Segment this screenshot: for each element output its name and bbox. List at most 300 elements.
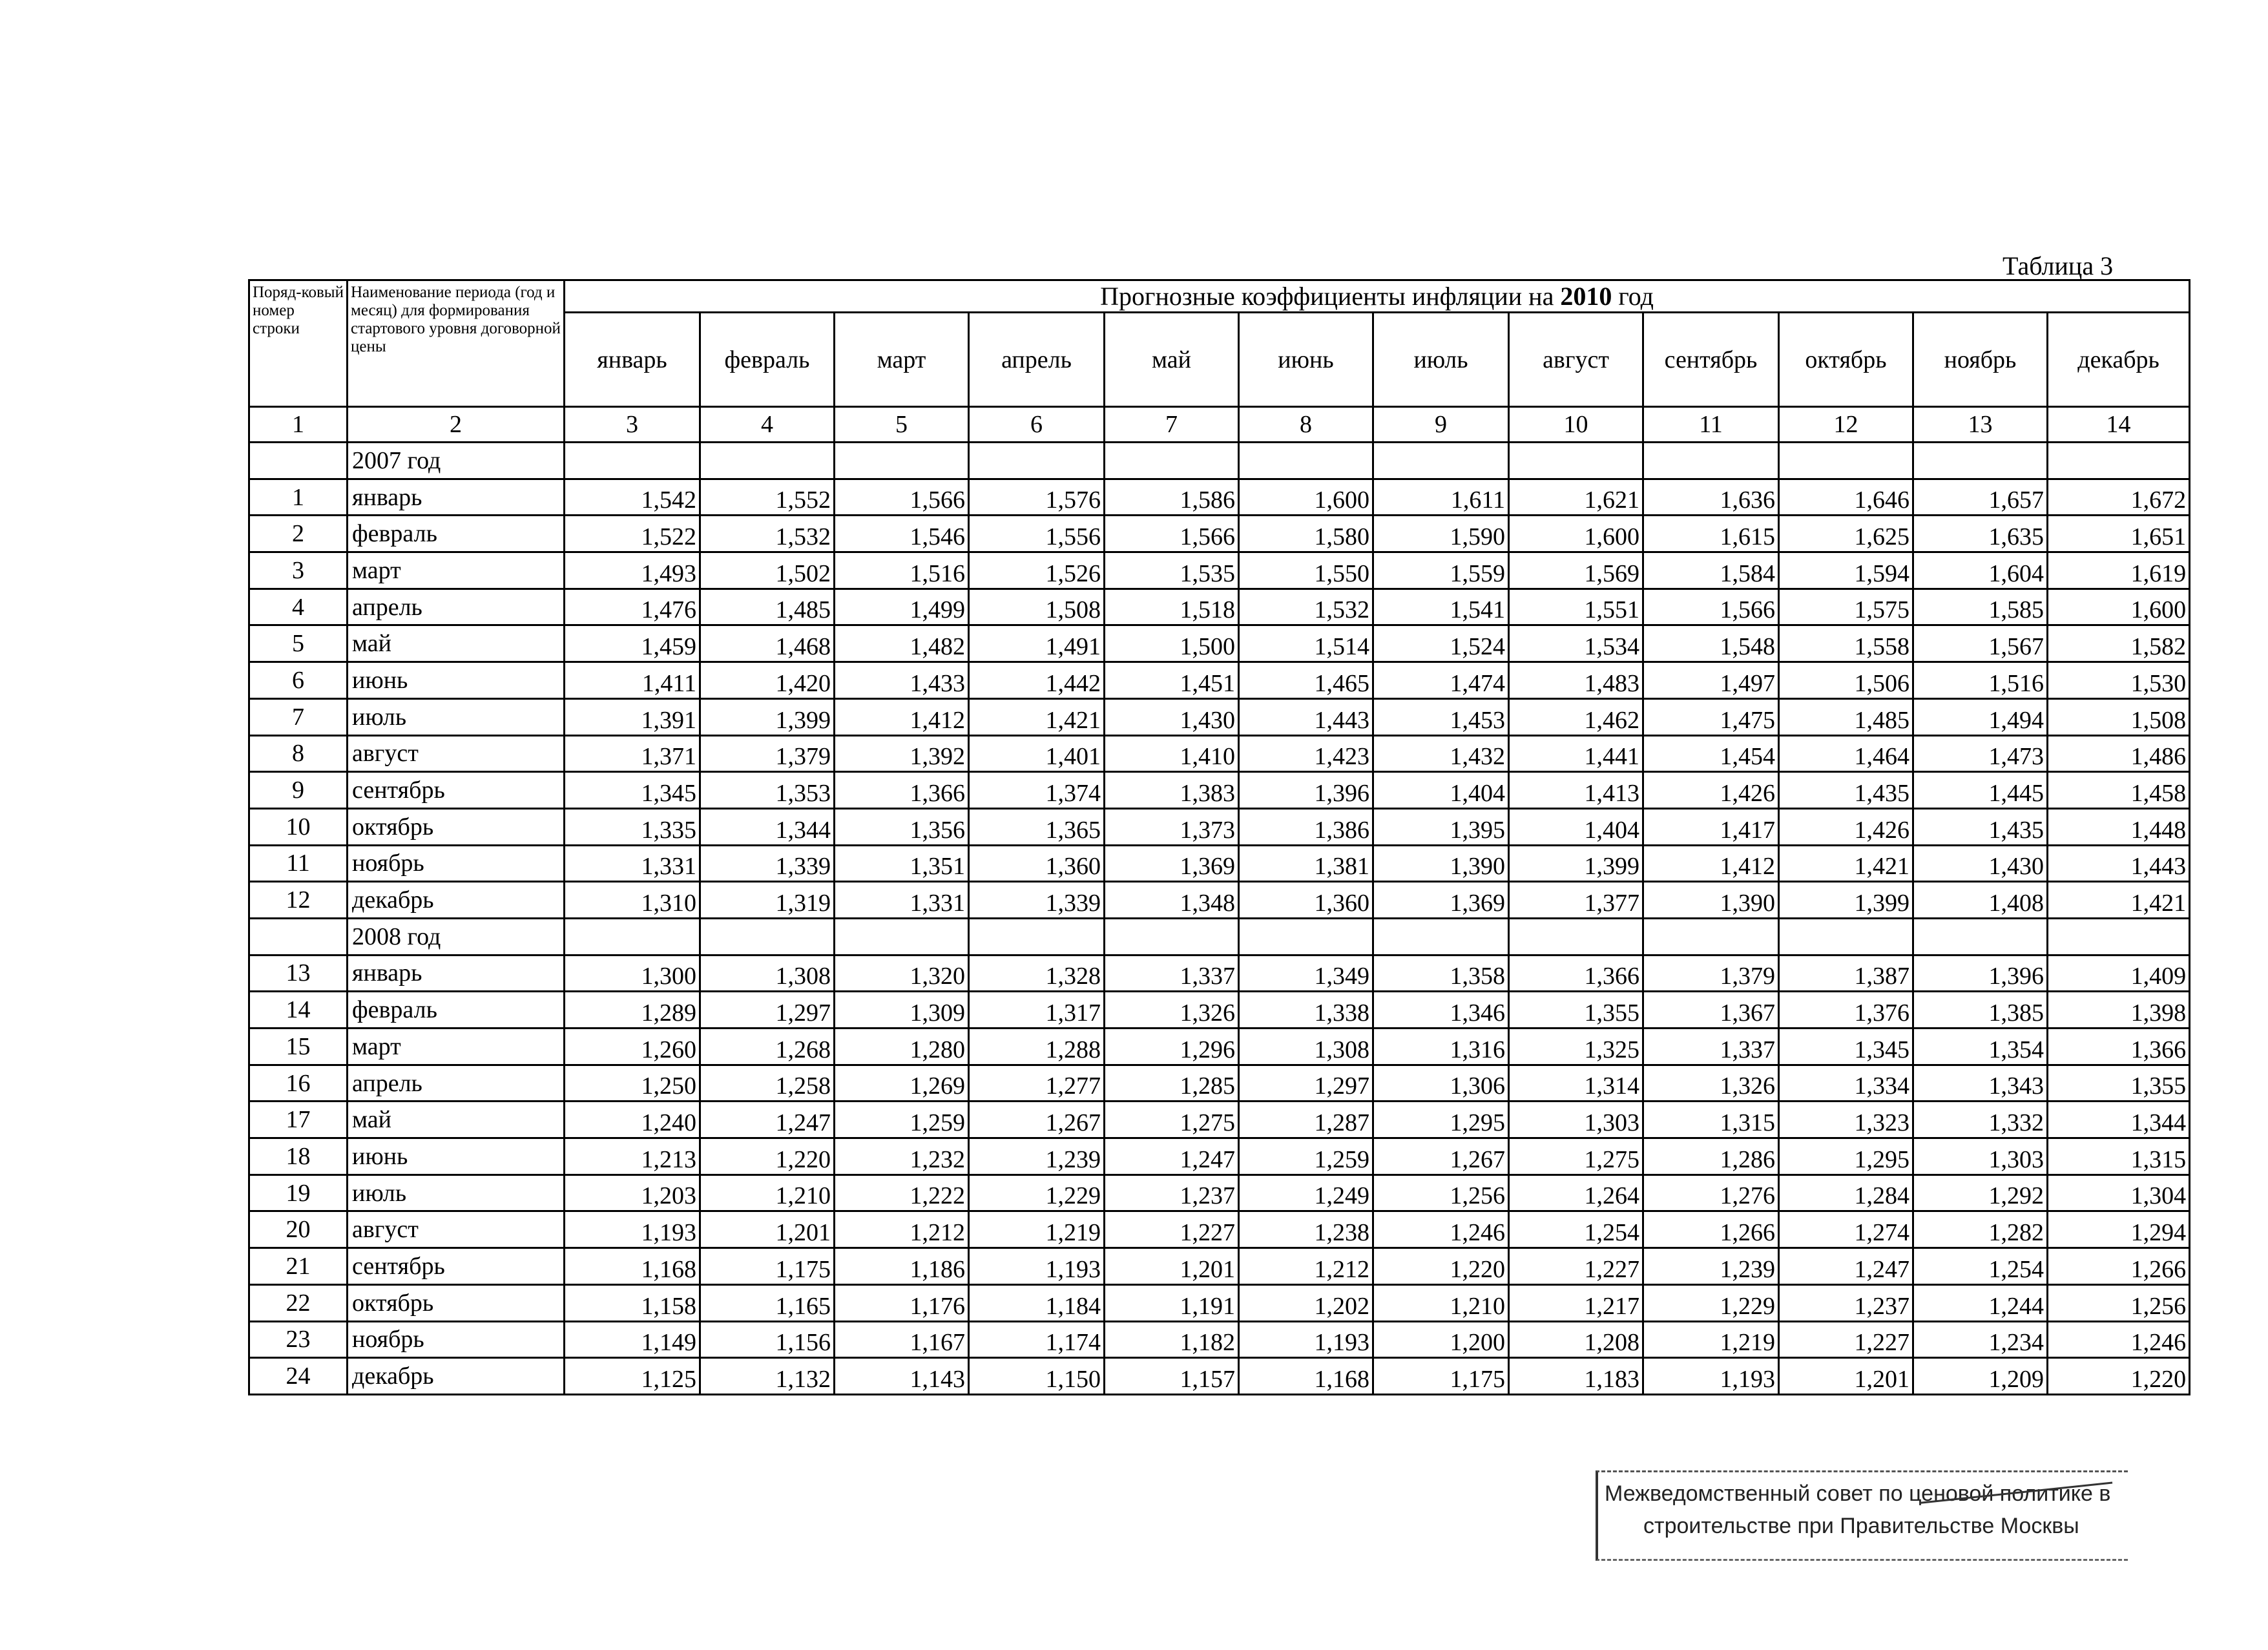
coefficient-cell: 1,294 [2048,1211,2190,1248]
coefficient-cell: 1,284 [1779,1175,1913,1211]
coefficient-cell: 1,292 [1913,1175,2048,1211]
coefficient-cell: 1,575 [1779,589,1913,625]
coefficient-cell: 1,227 [1779,1321,1913,1358]
coefficient-cell: 1,550 [1239,552,1373,589]
table-row [249,552,2190,589]
empty-cell [969,443,1105,479]
table-row [249,1284,2190,1321]
coefficient-cell: 1,371 [565,735,700,772]
header-column-numbers-row [249,407,2190,443]
coefficient-cell: 1,399 [700,698,835,735]
period-name: май [348,625,565,662]
coefficient-cell: 1,442 [969,662,1105,699]
table-row [249,698,2190,735]
header-month: май [1105,313,1239,407]
table-row [249,735,2190,772]
coefficient-cell: 1,379 [700,735,835,772]
coefficient-cell: 1,286 [1643,1138,1779,1175]
table-row [249,1138,2190,1175]
coefficient-cell: 1,246 [1373,1211,1509,1248]
coefficient-cell: 1,600 [2048,589,2190,625]
coefficient-cell: 1,254 [1913,1248,2048,1285]
period-name: сентябрь [348,1248,565,1285]
coefficient-cell: 1,522 [565,516,700,552]
coefficient-cell: 1,459 [565,625,700,662]
coefficient-cell: 1,314 [1509,1065,1643,1102]
column-number: 5 [835,407,969,443]
coefficient-cell: 1,331 [835,882,969,919]
coefficient-cell: 1,193 [969,1248,1105,1285]
coefficient-cell: 1,174 [969,1321,1105,1358]
period-name: декабрь [348,1358,565,1395]
stamp-line-1: Межведомственный совет по ценовой политике в [1605,1481,2111,1506]
coefficient-cell: 1,355 [1509,992,1643,1029]
column-number: 2 [348,407,565,443]
coefficient-cell: 1,288 [969,1029,1105,1065]
coefficient-cell: 1,280 [835,1029,969,1065]
column-number: 9 [1373,407,1509,443]
coefficient-cell: 1,297 [700,992,835,1029]
coefficient-cell: 1,435 [1913,808,2048,845]
coefficient-cell: 1,373 [1105,808,1239,845]
coefficient-cell: 1,351 [835,845,969,882]
coefficient-cell: 1,672 [2048,479,2190,516]
coefficient-cell: 1,259 [1239,1138,1373,1175]
coefficient-cell: 1,485 [700,589,835,625]
coefficient-cell: 1,494 [1913,698,2048,735]
empty-cell [1239,443,1373,479]
coefficient-cell: 1,269 [835,1065,969,1102]
coefficient-cell: 1,366 [835,772,969,809]
coefficient-cell: 1,451 [1105,662,1239,699]
coefficient-cell: 1,244 [1913,1284,2048,1321]
coefficient-cell: 1,559 [1373,552,1509,589]
coefficient-cell: 1,413 [1509,772,1643,809]
coefficient-cell: 1,516 [1913,662,2048,699]
coefficient-cell: 1,651 [2048,516,2190,552]
coefficient-cell: 1,125 [565,1358,700,1395]
coefficient-cell: 1,421 [969,698,1105,735]
coefficient-cell: 1,453 [1373,698,1509,735]
row-number: 15 [249,1029,348,1065]
coefficient-cell: 1,367 [1643,992,1779,1029]
coefficient-cell: 1,319 [700,882,835,919]
coefficient-cell: 1,475 [1643,698,1779,735]
coefficient-cell: 1,392 [835,735,969,772]
coefficient-cell: 1,356 [835,808,969,845]
empty-cell [1105,918,1239,955]
coefficient-cell: 1,621 [1509,479,1643,516]
year-number: 2007 [352,446,401,474]
coefficient-cell: 1,541 [1373,589,1509,625]
coefficient-cell: 1,186 [835,1248,969,1285]
coefficient-cell: 1,315 [2048,1138,2190,1175]
coefficient-cell: 1,344 [700,808,835,845]
coefficient-cell: 1,576 [969,479,1105,516]
coefficient-cell: 1,222 [835,1175,969,1211]
coefficient-cell: 1,508 [2048,698,2190,735]
coefficient-cell: 1,268 [700,1029,835,1065]
row-number: 1 [249,479,348,516]
official-stamp [1596,1470,2128,1561]
row-number: 17 [249,1102,348,1138]
coefficient-cell: 1,497 [1643,662,1779,699]
coefficient-cell: 1,474 [1373,662,1509,699]
coefficient-cell: 1,600 [1239,479,1373,516]
coefficient-cell: 1,404 [1373,772,1509,809]
coefficient-cell: 1,387 [1779,955,1913,992]
coefficient-cell: 1,486 [2048,735,2190,772]
coefficient-cell: 1,404 [1509,808,1643,845]
coefficient-cell: 1,191 [1105,1284,1239,1321]
coefficient-cell: 1,411 [565,662,700,699]
coefficient-cell: 1,615 [1643,516,1779,552]
column-number: 3 [565,407,700,443]
coefficient-cell: 1,391 [565,698,700,735]
coefficient-cell: 1,339 [700,845,835,882]
coefficient-cell: 1,530 [2048,662,2190,699]
year-word: год [407,446,441,474]
header-month: декабрь [2048,313,2190,407]
empty-cell [835,918,969,955]
column-number: 8 [1239,407,1373,443]
coefficient-cell: 1,499 [835,589,969,625]
year-label [348,918,565,955]
coefficient-cell: 1,500 [1105,625,1239,662]
coefficient-cell: 1,558 [1779,625,1913,662]
row-number: 19 [249,1175,348,1211]
coefficient-cell: 1,143 [835,1358,969,1395]
coefficient-cell: 1,267 [969,1102,1105,1138]
coefficient-cell: 1,289 [565,992,700,1029]
period-name: март [348,552,565,589]
coefficient-cell: 1,369 [1105,845,1239,882]
empty-cell [1913,443,2048,479]
header-month: ноябрь [1913,313,2048,407]
coefficient-cell: 1,308 [1239,1029,1373,1065]
column-number: 4 [700,407,835,443]
coefficient-cell: 1,277 [969,1065,1105,1102]
period-name: январь [348,955,565,992]
row-number: 9 [249,772,348,809]
row-number: 7 [249,698,348,735]
column-number: 10 [1509,407,1643,443]
empty-cell [2048,918,2190,955]
coefficient-cell: 1,229 [1643,1284,1779,1321]
row-number: 12 [249,882,348,919]
coefficient-cell: 1,556 [969,516,1105,552]
empty-cell [249,918,348,955]
coefficient-cell: 1,332 [1913,1102,2048,1138]
coefficient-cell: 1,586 [1105,479,1239,516]
coefficient-cell: 1,219 [1643,1321,1779,1358]
coefficient-cell: 1,212 [835,1211,969,1248]
coefficient-cell: 1,175 [700,1248,835,1285]
coefficient-cell: 1,582 [2048,625,2190,662]
coefficient-cell: 1,220 [700,1138,835,1175]
coefficient-cell: 1,295 [1779,1138,1913,1175]
coefficient-cell: 1,454 [1643,735,1779,772]
coefficient-cell: 1,254 [1509,1211,1643,1248]
coefficient-cell: 1,396 [1913,955,2048,992]
row-number: 4 [249,589,348,625]
coefficient-cell: 1,383 [1105,772,1239,809]
coefficient-cell: 1,337 [1643,1029,1779,1065]
coefficient-cell: 1,518 [1105,589,1239,625]
coefficient-cell: 1,625 [1779,516,1913,552]
coefficient-cell: 1,569 [1509,552,1643,589]
coefficient-cell: 1,412 [1643,845,1779,882]
row-number: 18 [249,1138,348,1175]
header-month: август [1509,313,1643,407]
table-row [249,662,2190,699]
period-name: октябрь [348,808,565,845]
stamp-line-2: строительстве при Правительстве Москвы [1643,1514,2079,1538]
coefficient-cell: 1,285 [1105,1065,1239,1102]
coefficient-cell: 1,260 [565,1029,700,1065]
coefficient-cell: 1,266 [1643,1211,1779,1248]
coefficient-cell: 1,227 [1509,1248,1643,1285]
coefficient-cell: 1,202 [1239,1284,1373,1321]
period-name: август [348,735,565,772]
coefficient-cell: 1,426 [1779,808,1913,845]
coefficient-cell: 1,417 [1643,808,1779,845]
empty-cell [1913,918,2048,955]
coefficient-cell: 1,532 [1239,589,1373,625]
coefficient-cell: 1,386 [1239,808,1373,845]
coefficient-cell: 1,328 [969,955,1105,992]
header-row-number: Поряд-ковый номер строки [249,280,348,407]
coefficient-cell: 1,369 [1373,882,1509,919]
coefficient-cell: 1,259 [835,1102,969,1138]
coefficient-cell: 1,546 [835,516,969,552]
row-number: 24 [249,1358,348,1395]
coefficient-cell: 1,258 [700,1065,835,1102]
empty-cell [565,443,700,479]
column-number: 13 [1913,407,2048,443]
coefficient-cell: 1,338 [1239,992,1373,1029]
empty-cell [1779,918,1913,955]
coefficient-cell: 1,310 [565,882,700,919]
coefficient-cell: 1,282 [1913,1211,2048,1248]
coefficient-cell: 1,168 [565,1248,700,1285]
coefficient-cell: 1,409 [2048,955,2190,992]
row-number: 21 [249,1248,348,1285]
coefficient-cell: 1,611 [1373,479,1509,516]
coefficient-cell: 1,548 [1643,625,1779,662]
coefficient-cell: 1,458 [2048,772,2190,809]
coefficient-cell: 1,360 [969,845,1105,882]
row-number: 20 [249,1211,348,1248]
coefficient-cell: 1,213 [565,1138,700,1175]
coefficient-cell: 1,508 [969,589,1105,625]
header-month: январь [565,313,700,407]
header-forecast-title: Прогнозные коэффициенты инфляции на 2010 год [565,280,2190,313]
table-row [249,589,2190,625]
coefficient-cell: 1,441 [1509,735,1643,772]
coefficient-cell: 1,566 [1105,516,1239,552]
row-number: 3 [249,552,348,589]
table-row [249,808,2190,845]
coefficient-cell: 1,246 [2048,1321,2190,1358]
coefficient-cell: 1,267 [1373,1138,1509,1175]
coefficient-cell: 1,401 [969,735,1105,772]
coefficient-cell: 1,168 [1239,1358,1373,1395]
period-name: март [348,1029,565,1065]
coefficient-cell: 1,482 [835,625,969,662]
coefficient-cell: 1,275 [1105,1102,1239,1138]
coefficient-cell: 1,331 [565,845,700,882]
year-section-row [249,918,2190,955]
coefficient-cell: 1,345 [565,772,700,809]
coefficient-cell: 1,300 [565,955,700,992]
coefficient-cell: 1,193 [1643,1358,1779,1395]
coefficient-cell: 1,594 [1779,552,1913,589]
coefficient-cell: 1,315 [1643,1102,1779,1138]
coefficient-cell: 1,229 [969,1175,1105,1211]
coefficient-cell: 1,256 [2048,1284,2190,1321]
empty-cell [1643,918,1779,955]
coefficient-cell: 1,266 [2048,1248,2190,1285]
coefficient-cell: 1,395 [1373,808,1509,845]
coefficient-cell: 1,167 [835,1321,969,1358]
coefficient-cell: 1,410 [1105,735,1239,772]
row-number: 5 [249,625,348,662]
empty-cell [1643,443,1779,479]
header-month: сентябрь [1643,313,1779,407]
coefficient-cell: 1,326 [1643,1065,1779,1102]
coefficient-cell: 1,366 [1509,955,1643,992]
coefficient-cell: 1,316 [1373,1029,1509,1065]
empty-cell [1509,918,1643,955]
period-name: декабрь [348,882,565,919]
row-number: 10 [249,808,348,845]
column-number: 14 [2048,407,2190,443]
coefficient-cell: 1,580 [1239,516,1373,552]
coefficient-cell: 1,379 [1643,955,1779,992]
table-body [249,443,2190,1395]
coefficient-cell: 1,325 [1509,1029,1643,1065]
period-name: июнь [348,1138,565,1175]
coefficient-cell: 1,426 [1643,772,1779,809]
empty-cell [1239,918,1373,955]
coefficient-cell: 1,344 [2048,1102,2190,1138]
coefficient-cell: 1,309 [835,992,969,1029]
table-row [249,992,2190,1029]
header-month: июль [1373,313,1509,407]
column-number: 6 [969,407,1105,443]
year-label [348,443,565,479]
coefficient-cell: 1,247 [1779,1248,1913,1285]
coefficient-cell: 1,237 [1779,1284,1913,1321]
coefficient-cell: 1,200 [1373,1321,1509,1358]
coefficient-cell: 1,296 [1105,1029,1239,1065]
header-month: февраль [700,313,835,407]
coefficient-cell: 1,534 [1509,625,1643,662]
coefficient-cell: 1,250 [565,1065,700,1102]
header-month: октябрь [1779,313,1913,407]
empty-cell [700,443,835,479]
coefficient-cell: 1,353 [700,772,835,809]
empty-cell [2048,443,2190,479]
coefficient-cell: 1,182 [1105,1321,1239,1358]
coefficient-cell: 1,365 [969,808,1105,845]
coefficient-cell: 1,567 [1913,625,2048,662]
row-number: 11 [249,845,348,882]
coefficient-cell: 1,276 [1643,1175,1779,1211]
table-row [249,479,2190,516]
table-row [249,625,2190,662]
coefficient-cell: 1,208 [1509,1321,1643,1358]
coefficient-cell: 1,232 [835,1138,969,1175]
coefficient-cell: 1,201 [700,1211,835,1248]
row-number: 23 [249,1321,348,1358]
coefficient-cell: 1,491 [969,625,1105,662]
coefficient-cell: 1,381 [1239,845,1373,882]
coefficient-cell: 1,535 [1105,552,1239,589]
coefficient-cell: 1,532 [700,516,835,552]
coefficient-cell: 1,334 [1779,1065,1913,1102]
coefficient-cell: 1,604 [1913,552,2048,589]
coefficient-cell: 1,335 [565,808,700,845]
row-number: 2 [249,516,348,552]
coefficient-cell: 1,421 [1779,845,1913,882]
empty-cell [1105,443,1239,479]
coefficient-cell: 1,398 [2048,992,2190,1029]
coefficient-cell: 1,412 [835,698,969,735]
coefficient-cell: 1,465 [1239,662,1373,699]
coefficient-cell: 1,516 [835,552,969,589]
period-name: июль [348,1175,565,1211]
coefficient-cell: 1,462 [1509,698,1643,735]
table-caption: Таблица 3 [2003,251,2114,280]
inflation-coefficients-table [248,279,2190,1395]
coefficient-cell: 1,445 [1913,772,2048,809]
coefficient-cell: 1,209 [1913,1358,2048,1395]
coefficient-cell: 1,657 [1913,479,2048,516]
coefficient-cell: 1,646 [1779,479,1913,516]
coefficient-cell: 1,157 [1105,1358,1239,1395]
coefficient-cell: 1,249 [1239,1175,1373,1211]
year-word: год [407,923,441,950]
coefficient-cell: 1,432 [1373,735,1509,772]
coefficient-cell: 1,619 [2048,552,2190,589]
coefficient-cell: 1,339 [969,882,1105,919]
coefficient-cell: 1,275 [1509,1138,1643,1175]
empty-cell [249,443,348,479]
coefficient-cell: 1,358 [1373,955,1509,992]
coefficient-cell: 1,443 [1239,698,1373,735]
coefficient-cell: 1,485 [1779,698,1913,735]
coefficient-cell: 1,590 [1373,516,1509,552]
coefficient-cell: 1,430 [1105,698,1239,735]
coefficient-cell: 1,390 [1643,882,1779,919]
column-number: 12 [1779,407,1913,443]
header-month: март [835,313,969,407]
coefficient-cell: 1,247 [700,1102,835,1138]
year-section-row [249,443,2190,479]
table-row [249,1102,2190,1138]
coefficient-cell: 1,433 [835,662,969,699]
coefficient-cell: 1,506 [1779,662,1913,699]
period-name: август [348,1211,565,1248]
row-number: 13 [249,955,348,992]
coefficient-cell: 1,514 [1239,625,1373,662]
coefficient-cell: 1,149 [565,1321,700,1358]
empty-cell [1509,443,1643,479]
header-period-name: Наименование периода (год и месяц) для формирования стартового уровня договорной цены [348,280,565,407]
coefficient-cell: 1,156 [700,1321,835,1358]
